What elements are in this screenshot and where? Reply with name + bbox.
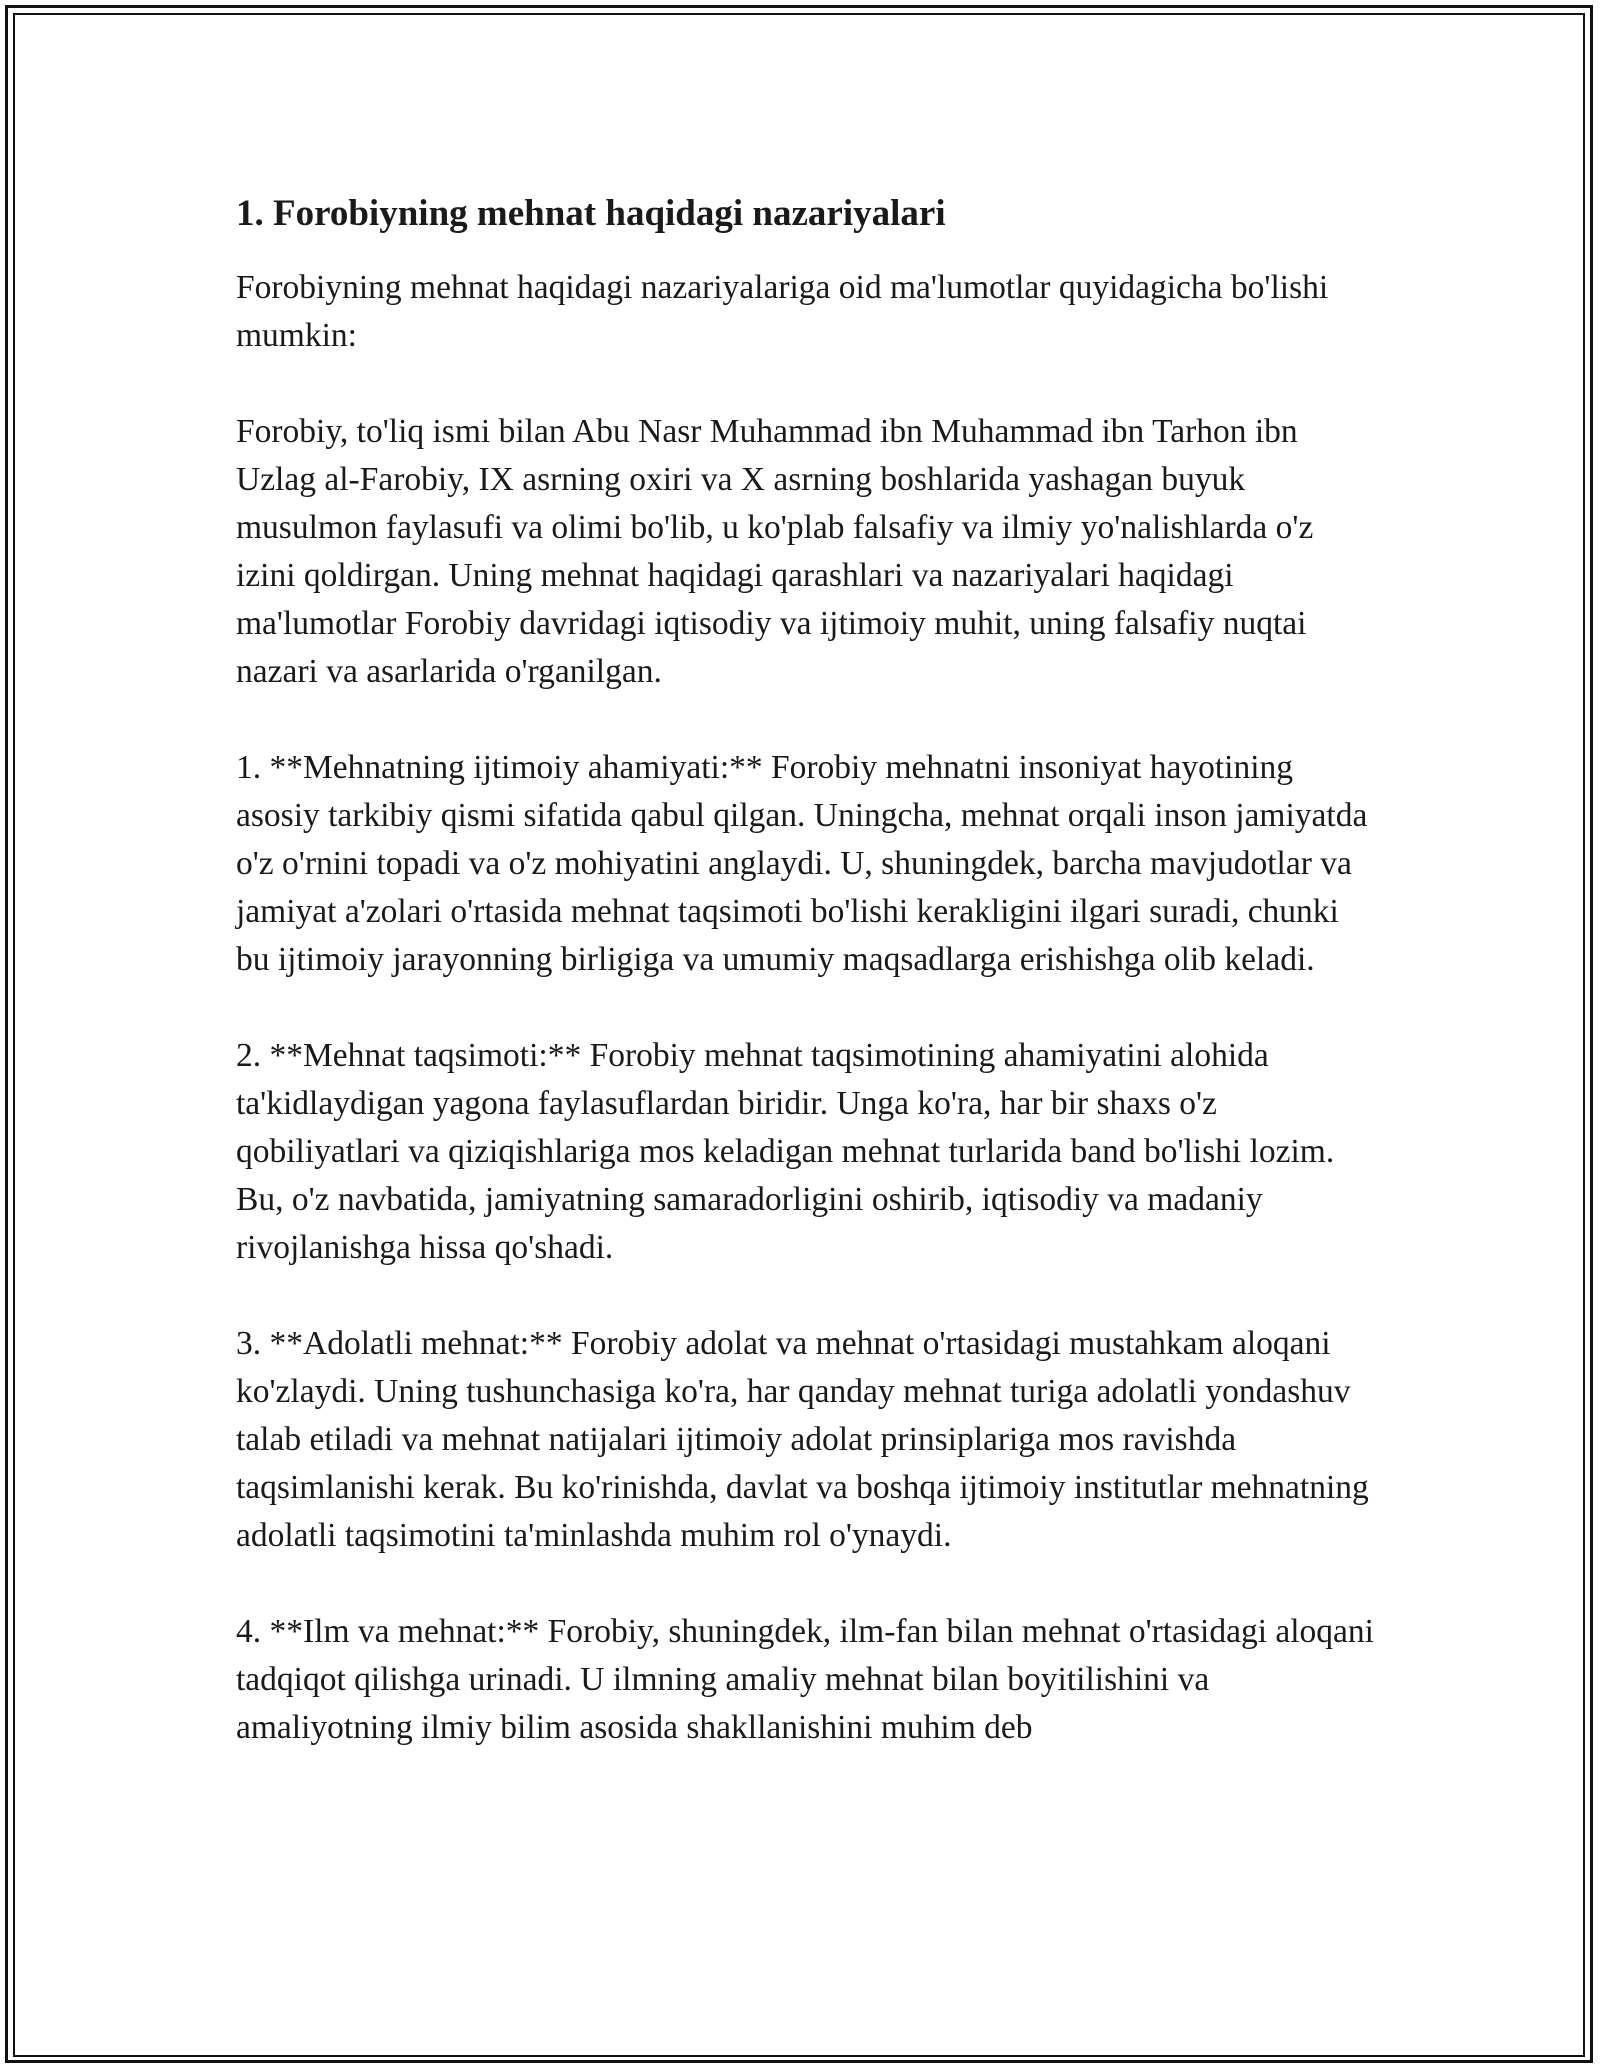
document-body: [236, 186, 1376, 1800]
point-3-paragraph: 3. **Adolatli mehnat:** Forobiy adolat va mehnat o'rtasidagi mustahkam aloqani ko'zlaydi. Uning tushunchasiga ko'ra, har qanday mehnat turiga adolatli yondashuv talab etiladi va mehnat natijalari ijtimoiy adolat prinsiplariga mos ravishda taqsimlanishi kerak. Bu ko'rinishda, davlat va boshqa ijtimoiy institutlar mehnatning adolatli taqsimotini ta'minlashda muhim rol o'ynaydi.: [236, 1325, 1369, 1554]
point-4-paragraph: 4. **Ilm va mehnat:** Forobiy, shuningdek, ilm-fan bilan mehnat o'rtasidagi aloqani tadqiqot qilishga urinadi. U ilmning amaliy mehnat bilan boyitilishini va amaliyotning ilmiy bilim asosida shakllanishini muhim deb: [236, 1613, 1374, 1746]
biography-paragraph: Forobiy, to'liq ismi bilan Abu Nasr Muhammad ibn Muhammad ibn Tarhon ibn Uzlag al-Farobiy, IX asrning oxiri va X asrning boshlarida yashagan buyuk musulmon faylasufi va olimi bo'lib, u ko'plab falsafiy va ilmiy yo'nalishlarda o'z izini qoldirgan. Uning mehnat haqidagi qarashlari va nazariyalari haqidagi ma'lumotlar Forobiy davridagi iqtisodiy va ijtimoiy muhit, uning falsafiy nuqtai nazari va asarlarida o'rganilgan.: [236, 413, 1314, 690]
point-1-paragraph: 1. **Mehnatning ijtimoiy ahamiyati:** Forobiy mehnatni insoniyat hayotining asosiy tarkibiy qismi sifatida qabul qilgan. Uningcha, mehnat orqali inson jamiyatda o'z o'rnini topadi va o'z mohiyatini anglaydi. U, shuningdek, barcha mavjudotlar va jamiyat a'zolari o'rtasida mehnat taqsimoti bo'lishi kerakligini ilgari suradi, chunki bu ijtimoiy jarayonning birligiga va umumiy maqsadlarga erishishga olib keladi.: [236, 749, 1368, 978]
point-2-paragraph: 2. **Mehnat taqsimoti:** Forobiy mehnat taqsimotining ahamiyatini alohida ta'kidlaydigan yagona faylasuflardan biridir. Unga ko'ra, har bir shaxs o'z qobiliyatlari va qiziqishlariga mos keladigan mehnat turlarida band bo'lishi lozim. Bu, o'z navbatida, jamiyatning samaradorligini oshirib, iqtisodiy va madaniy rivojlanishga hissa qo'shadi.: [236, 1037, 1335, 1266]
intro-paragraph: Forobiyning mehnat haqidagi nazariyalariga oid ma'lumotlar quyidagicha bo'lishi mumkin:: [236, 269, 1329, 354]
document-title: 1. Forobiyning mehnat haqidagi nazariyalari: [236, 193, 946, 234]
